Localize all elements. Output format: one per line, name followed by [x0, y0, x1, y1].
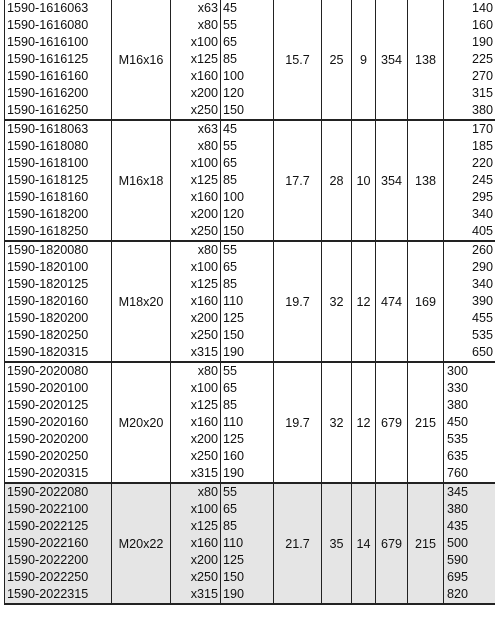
weight-value: 260	[471, 243, 493, 257]
length-code: x160	[190, 536, 218, 550]
weight-value: 450	[447, 415, 469, 429]
article-number: 1590-2020100	[7, 381, 89, 395]
weight-cell	[444, 0, 495, 120]
torque-value: 169	[408, 241, 444, 362]
weight-value: 270	[471, 69, 493, 83]
length-code-cell	[171, 483, 221, 604]
length-code: x160	[190, 294, 218, 308]
dimension-value: 125	[223, 311, 245, 325]
load-value: 474	[376, 241, 408, 362]
length-code: x200	[190, 311, 218, 325]
dimension-value: 190	[223, 587, 245, 601]
dimension-cell	[221, 120, 274, 241]
weight-value: 635	[447, 449, 469, 463]
weight-value: 300	[447, 364, 469, 378]
weight-cell	[444, 362, 495, 483]
weight-value: 405	[471, 224, 493, 238]
weight-value: 535	[471, 328, 493, 342]
article-number: 1590-2020200	[7, 432, 89, 446]
dimension-cell	[221, 241, 274, 362]
height-value: 10	[352, 120, 376, 241]
weight-value: 225	[471, 52, 493, 66]
diameter-value: 17.7	[274, 120, 322, 241]
weight-cell	[444, 120, 495, 241]
torque-value: 138	[408, 120, 444, 241]
weight-value: 535	[447, 432, 469, 446]
article-number: 1590-2022315	[7, 587, 89, 601]
dimension-value: 110	[223, 415, 244, 429]
product-group	[5, 241, 495, 362]
weight-value: 290	[471, 260, 493, 274]
article-number: 1590-1820125	[7, 277, 89, 291]
length-code-cell	[171, 362, 221, 483]
torque-value: 138	[408, 0, 444, 120]
width-value: 32	[322, 241, 352, 362]
dimension-value: 65	[223, 156, 238, 170]
dimension-value: 125	[223, 553, 245, 567]
article-number-cell	[5, 483, 112, 604]
length-code: x125	[190, 52, 218, 66]
article-number: 1590-1820100	[7, 260, 89, 274]
load-value: 354	[376, 120, 408, 241]
article-number: 1590-1820200	[7, 311, 89, 325]
dimension-value: 110	[223, 536, 244, 550]
length-code: x80	[197, 139, 218, 153]
diameter-value: 19.7	[274, 241, 322, 362]
weight-value: 390	[471, 294, 493, 308]
article-number: 1590-2020315	[7, 466, 89, 480]
weight-value: 345	[447, 485, 469, 499]
article-number: 1590-2022200	[7, 553, 89, 567]
dimension-value: 65	[223, 381, 238, 395]
weight-value: 140	[471, 1, 493, 15]
weight-value: 380	[471, 103, 493, 117]
product-group	[5, 483, 495, 604]
article-number: 1590-2022080	[7, 485, 89, 499]
length-code: x160	[190, 415, 218, 429]
load-value: 679	[376, 483, 408, 604]
dimension-value: 125	[223, 432, 245, 446]
dimension-cell	[221, 483, 274, 604]
length-code: x80	[197, 18, 218, 32]
length-code: x250	[190, 449, 218, 463]
article-number: 1590-1618100	[7, 156, 89, 170]
length-code: x315	[190, 466, 218, 480]
weight-value: 340	[471, 277, 493, 291]
spec-table	[4, 0, 495, 605]
length-code: x250	[190, 103, 218, 117]
thread-size: M16x16	[112, 0, 171, 120]
thread-size: M20x20	[112, 362, 171, 483]
article-number: 1590-2022125	[7, 519, 89, 533]
dimension-value: 65	[223, 502, 238, 516]
length-code: x100	[190, 156, 218, 170]
weight-value: 380	[447, 502, 469, 516]
length-code: x125	[190, 173, 218, 187]
thread-size: M20x22	[112, 483, 171, 604]
dimension-cell	[221, 362, 274, 483]
diameter-value: 21.7	[274, 483, 322, 604]
article-number: 1590-2020125	[7, 398, 89, 412]
article-number: 1590-2020160	[7, 415, 89, 429]
length-code: x100	[190, 502, 218, 516]
article-number-cell	[5, 241, 112, 362]
dimension-value: 100	[223, 190, 245, 204]
article-number-cell	[5, 362, 112, 483]
dimension-value: 55	[223, 243, 238, 257]
dimension-value: 85	[223, 519, 238, 533]
article-number: 1590-1820315	[7, 345, 89, 359]
length-code: x100	[190, 260, 218, 274]
diameter-value: 19.7	[274, 362, 322, 483]
dimension-value: 120	[223, 207, 245, 221]
length-code: x250	[190, 328, 218, 342]
article-number: 1590-1616250	[7, 103, 89, 117]
article-number: 1590-1616080	[7, 18, 89, 32]
article-number-cell	[5, 0, 112, 120]
width-value: 28	[322, 120, 352, 241]
dimension-value: 55	[223, 485, 238, 499]
weight-value: 590	[447, 553, 469, 567]
length-code: x100	[190, 381, 218, 395]
length-code: x315	[190, 345, 218, 359]
dimension-value: 160	[223, 449, 245, 463]
height-value: 14	[352, 483, 376, 604]
dimension-value: 100	[223, 69, 245, 83]
length-code: x200	[190, 553, 218, 567]
dimension-value: 85	[223, 173, 238, 187]
article-number: 1590-1618250	[7, 224, 89, 238]
dimension-value: 120	[223, 86, 245, 100]
weight-value: 245	[471, 173, 493, 187]
dimension-value: 150	[223, 570, 245, 584]
length-code: x125	[190, 519, 218, 533]
dimension-value: 85	[223, 277, 238, 291]
dimension-value: 150	[223, 224, 245, 238]
length-code: x315	[190, 587, 218, 601]
weight-value: 220	[471, 156, 493, 170]
length-code: x160	[190, 69, 218, 83]
dimension-value: 55	[223, 364, 238, 378]
length-code: x100	[190, 35, 218, 49]
length-code: x125	[190, 398, 218, 412]
weight-value: 820	[447, 587, 469, 601]
weight-value: 340	[471, 207, 493, 221]
article-number: 1590-1618160	[7, 190, 89, 204]
dimension-value: 190	[223, 466, 245, 480]
dimension-value: 55	[223, 18, 238, 32]
weight-value: 760	[447, 466, 469, 480]
article-number: 1590-1616125	[7, 52, 89, 66]
weight-value: 160	[471, 18, 493, 32]
dimension-value: 65	[223, 260, 238, 274]
length-code: x200	[190, 207, 218, 221]
article-number: 1590-1820080	[7, 243, 89, 257]
weight-value: 500	[447, 536, 469, 550]
length-code: x125	[190, 277, 218, 291]
weight-value: 315	[471, 86, 493, 100]
article-number: 1590-2020250	[7, 449, 89, 463]
article-number: 1590-2020080	[7, 364, 89, 378]
dimension-value: 65	[223, 35, 238, 49]
height-value: 12	[352, 241, 376, 362]
dimension-value: 150	[223, 328, 245, 342]
width-value: 32	[322, 362, 352, 483]
dimension-value: 150	[223, 103, 245, 117]
length-code: x160	[190, 190, 218, 204]
article-number: 1590-1616160	[7, 69, 89, 83]
article-number: 1590-2022100	[7, 502, 89, 516]
article-number: 1590-1616200	[7, 86, 89, 100]
article-number: 1590-1616100	[7, 35, 89, 49]
product-group	[5, 0, 495, 120]
article-number: 1590-1616063	[7, 1, 89, 15]
thread-size: M18x20	[112, 241, 171, 362]
spec-table-body	[5, 0, 495, 604]
length-code-cell	[171, 0, 221, 120]
weight-value: 190	[471, 35, 493, 49]
dimension-value: 45	[223, 122, 238, 136]
length-code-cell	[171, 120, 221, 241]
thread-size: M16x18	[112, 120, 171, 241]
article-number: 1590-1618063	[7, 122, 89, 136]
length-code: x80	[197, 485, 218, 499]
dimension-value: 45	[223, 1, 238, 15]
width-value: 25	[322, 0, 352, 120]
weight-value: 650	[471, 345, 493, 359]
dimension-value: 85	[223, 52, 238, 66]
weight-cell	[444, 241, 495, 362]
dimension-cell	[221, 0, 274, 120]
load-value: 354	[376, 0, 408, 120]
weight-value: 380	[447, 398, 469, 412]
torque-value: 215	[408, 483, 444, 604]
weight-value: 695	[447, 570, 469, 584]
weight-value: 295	[471, 190, 493, 204]
article-number: 1590-1820160	[7, 294, 89, 308]
article-number: 1590-2022160	[7, 536, 89, 550]
length-code: x63	[197, 122, 218, 136]
dimension-value: 55	[223, 139, 238, 153]
length-code: x63	[197, 1, 218, 15]
length-code: x80	[197, 364, 218, 378]
length-code: x250	[190, 570, 218, 584]
weight-value: 185	[471, 139, 493, 153]
height-value: 12	[352, 362, 376, 483]
product-group	[5, 362, 495, 483]
article-number: 1590-1618200	[7, 207, 89, 221]
weight-value: 455	[471, 311, 493, 325]
weight-value: 170	[471, 122, 493, 136]
article-number-cell	[5, 120, 112, 241]
dimension-value: 110	[223, 294, 244, 308]
diameter-value: 15.7	[274, 0, 322, 120]
article-number: 1590-1618125	[7, 173, 89, 187]
length-code-cell	[171, 241, 221, 362]
dimension-value: 190	[223, 345, 245, 359]
weight-value: 435	[447, 519, 469, 533]
length-code: x200	[190, 432, 218, 446]
length-code: x80	[197, 243, 218, 257]
product-group	[5, 120, 495, 241]
torque-value: 215	[408, 362, 444, 483]
article-number: 1590-2022250	[7, 570, 89, 584]
width-value: 35	[322, 483, 352, 604]
length-code: x200	[190, 86, 218, 100]
weight-value: 330	[447, 381, 469, 395]
article-number: 1590-1820250	[7, 328, 89, 342]
article-number: 1590-1618080	[7, 139, 89, 153]
height-value: 9	[352, 0, 376, 120]
weight-cell	[444, 483, 495, 604]
load-value: 679	[376, 362, 408, 483]
length-code: x250	[190, 224, 218, 238]
dimension-value: 85	[223, 398, 238, 412]
